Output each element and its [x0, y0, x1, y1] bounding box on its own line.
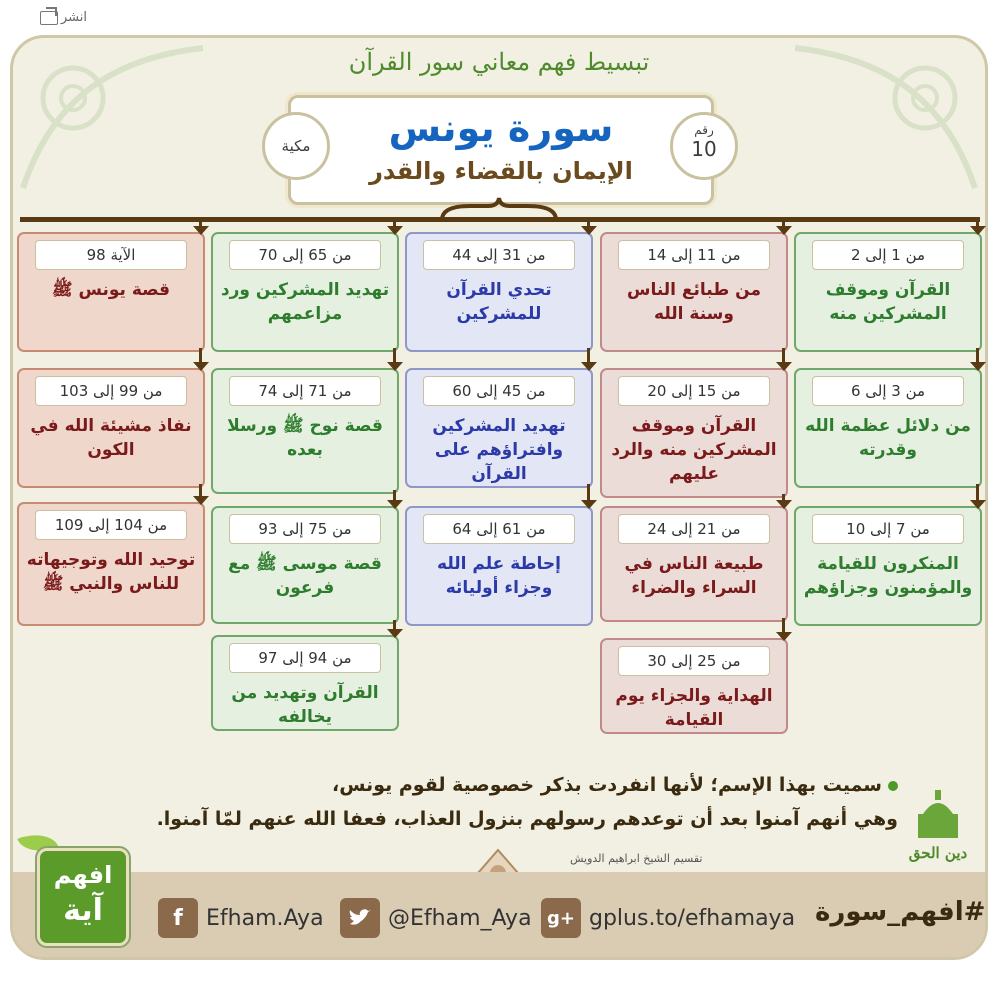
- flow-connector: [587, 484, 590, 500]
- flow-connector: [976, 220, 979, 228]
- flow-connector: [587, 220, 590, 228]
- section-card: [211, 635, 399, 731]
- section-card: [405, 232, 593, 352]
- section-card: [211, 368, 399, 494]
- section-card: [600, 368, 788, 498]
- section-title: المنكرون للقيامة والمؤمنون وجزاؤهم: [803, 554, 973, 598]
- note-line-1: سميت بهذا الإسم؛ لأنها انفردت بذكر خصوصية لقوم يونس،: [331, 774, 882, 796]
- flow-connector: [587, 348, 590, 362]
- verse-range: من 31 إلى 44: [423, 240, 575, 270]
- section-card: [794, 368, 982, 488]
- flow-arrow: [387, 629, 403, 638]
- surah-number: 10: [691, 137, 717, 161]
- section-title: إحاطة علم الله وجزاء أوليائه: [437, 554, 561, 598]
- verse-range: من 75 إلى 93: [229, 514, 381, 544]
- flow-arrow: [581, 362, 597, 371]
- flow-connector: [976, 348, 979, 362]
- facebook-link[interactable]: [158, 898, 324, 938]
- section-title: تحدي القرآن للمشركين: [446, 280, 552, 324]
- note-line-2: وهي أنهم آمنوا بعد أن توعدهم رسولهم بنزول العذاب، فعفا الله عنهم لمّا آمنوا.: [156, 808, 898, 830]
- section-title: من طبائع الناس وسنة الله: [627, 280, 761, 324]
- share-label: انشر: [61, 10, 87, 25]
- verse-range: الآية 98: [35, 240, 187, 270]
- verse-range: من 15 إلى 20: [618, 376, 770, 406]
- section-card: [17, 368, 205, 488]
- flow-connector: [199, 220, 202, 228]
- section-title: تهديد المشركين وافتراؤهم على القرآن: [432, 416, 566, 484]
- section-title: القرآن وتهديد من يخالفه: [231, 683, 379, 727]
- flow-arrow: [193, 362, 209, 371]
- app-logo[interactable]: [37, 848, 129, 946]
- twitter-icon: [340, 898, 380, 938]
- section-title: من دلائل عظمة الله وقدرته: [805, 416, 971, 460]
- gplus-icon: g+: [541, 898, 581, 938]
- hashtag[interactable]: #افهم_سورة: [815, 897, 986, 927]
- section-card: [17, 232, 205, 352]
- section-card: [211, 232, 399, 352]
- flow-arrow: [970, 500, 986, 509]
- section-title: القرآن وموقف المشركين منه والرد عليهم: [611, 416, 777, 484]
- verse-range: من 11 إلى 14: [618, 240, 770, 270]
- app-logo-line-1: افهم: [53, 861, 113, 889]
- page-title: سورة يونس: [388, 106, 614, 150]
- verse-range: من 45 إلى 60: [423, 376, 575, 406]
- deen-alhaq-logo: [902, 790, 974, 870]
- flow-arrow: [581, 500, 597, 509]
- flow-connector: [782, 220, 785, 228]
- verse-range: من 21 إلى 24: [618, 514, 770, 544]
- section-card: [600, 638, 788, 734]
- flow-arrow: [387, 500, 403, 509]
- verse-range: من 65 إلى 70: [229, 240, 381, 270]
- section-card: [600, 506, 788, 622]
- app-logo-line-2: آية: [63, 893, 103, 928]
- verse-range: من 94 إلى 97: [229, 643, 381, 673]
- section-card: [211, 506, 399, 624]
- section-card: [405, 368, 593, 488]
- section-card: [405, 506, 593, 626]
- flow-connector: [782, 348, 785, 362]
- section-title: طبيعة الناس في السراء والضراء: [624, 554, 764, 598]
- section-card: [794, 232, 982, 352]
- flow-connector: [782, 494, 785, 500]
- verse-range: من 3 إلى 6: [812, 376, 964, 406]
- twitter-handle: @Efham_Aya: [388, 905, 532, 931]
- flow-connector: [976, 484, 979, 500]
- section-title: نفاذ مشيئة الله في الكون: [30, 416, 192, 460]
- flow-connector: [393, 620, 396, 629]
- surah-type-badge: مكية: [262, 112, 330, 180]
- flow-connector: [393, 490, 396, 500]
- flow-arrow: [776, 362, 792, 371]
- credit-text: تقسيم الشيخ ابراهيم الدويش: [570, 852, 703, 865]
- flow-arrow: [970, 362, 986, 371]
- gplus-link[interactable]: [541, 898, 795, 938]
- facebook-icon: f: [158, 898, 198, 938]
- flow-connector: [782, 618, 785, 632]
- flow-connector: [393, 220, 396, 228]
- tagline: تبسيط فهم معاني سور القرآن: [348, 48, 650, 76]
- bullet-icon: [888, 781, 898, 791]
- number-label: رقم: [694, 123, 714, 137]
- twitter-link[interactable]: [340, 898, 532, 938]
- flow-connector: [393, 348, 396, 362]
- flow-arrow: [387, 362, 403, 371]
- deen-alhaq-text: دين الحق: [908, 844, 968, 862]
- section-title: قصة نوح ﷺ ورسلا بعده: [227, 416, 383, 460]
- verse-range: من 99 إلى 103: [35, 376, 187, 406]
- section-title: توحيد الله وتوجيهاته للناس والنبي ﷺ: [26, 550, 196, 594]
- section-title: قصة يونس ﷺ: [51, 280, 171, 300]
- flow-arrow: [776, 500, 792, 509]
- verse-range: من 25 إلى 30: [618, 646, 770, 676]
- flow-arrow: [193, 496, 209, 505]
- flow-connector: [199, 348, 202, 362]
- verse-range: من 71 إلى 74: [229, 376, 381, 406]
- section-title: الهداية والجزاء يوم القيامة: [615, 686, 773, 730]
- section-title: قصة موسى ﷺ مع فرعون: [228, 554, 382, 598]
- verse-range: من 7 إلى 10: [812, 514, 964, 544]
- section-title: القرآن وموقف المشركين منه: [825, 280, 951, 324]
- section-card: [600, 232, 788, 352]
- flow-connector: [199, 484, 202, 496]
- section-title: تهديد المشركين ورد مزاعمهم: [220, 280, 390, 324]
- mosque-icon: [908, 790, 968, 840]
- naming-note: [98, 768, 898, 836]
- page-subtitle: الإيمان بالقضاء والقدر: [369, 157, 633, 185]
- verse-range: من 61 إلى 64: [423, 514, 575, 544]
- flow-arrow: [776, 632, 792, 641]
- facebook-handle: Efham.Aya: [206, 905, 324, 931]
- section-card: [17, 502, 205, 626]
- verse-range: من 1 إلى 2: [812, 240, 964, 270]
- verse-range: من 104 إلى 109: [35, 510, 187, 540]
- gplus-handle: gplus.to/efhamaya: [589, 905, 796, 931]
- section-card: [794, 506, 982, 626]
